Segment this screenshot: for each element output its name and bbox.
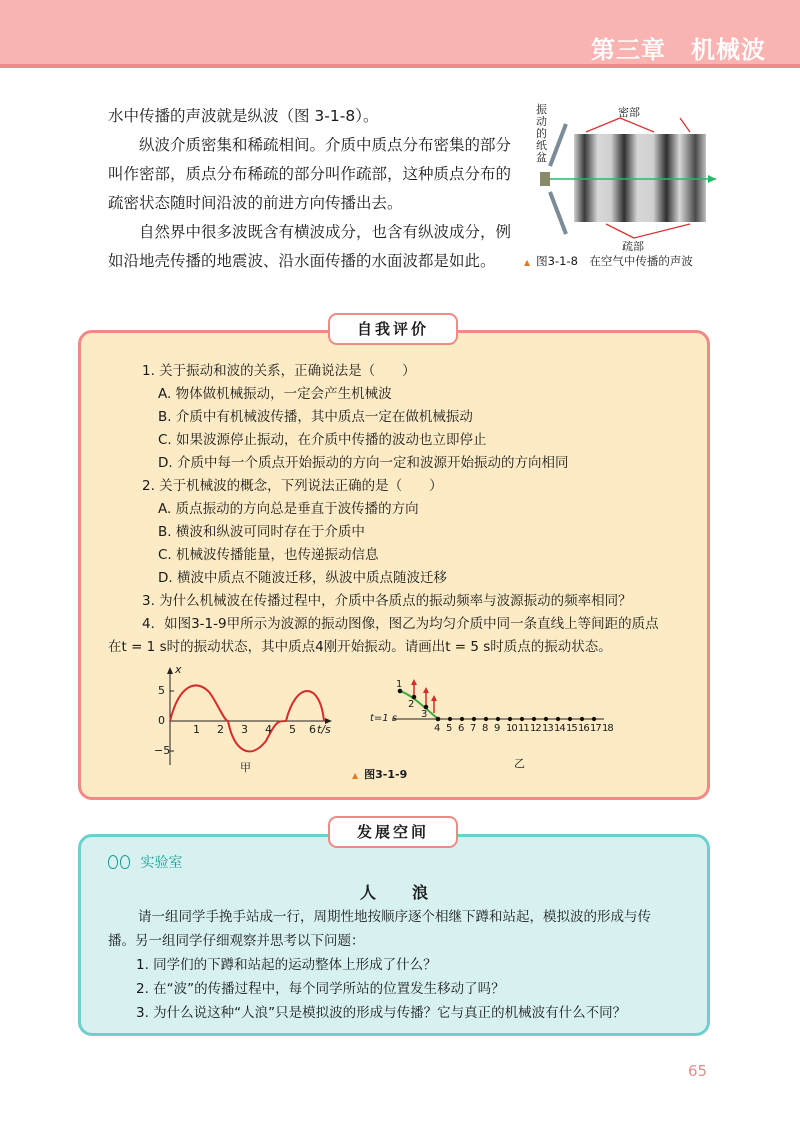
jia-label: 甲: [240, 761, 251, 774]
particle-label-18: 18: [602, 723, 613, 734]
yi-label: 乙: [514, 757, 525, 770]
particle-label-6: 6: [458, 723, 465, 734]
question-4-line-1: 4．如图3-1-9甲所示为波源的振动图像，图乙为均匀介质中同一条直线上等间距的质点: [142, 616, 659, 632]
particle-label-17: 17: [590, 723, 601, 734]
vibration-curve: [170, 685, 324, 751]
particle-label-10: 10: [506, 723, 517, 734]
question-4-line-2: 在t = 1 s时的振动状态，其中质点4刚开始振动。请画出t = 5 s时质点的振动状态。: [108, 639, 612, 655]
particle-label-1: 1: [396, 679, 403, 690]
particle-label-11: 11: [518, 723, 529, 734]
intro-paragraph-2: 纵波介质密集和稀疏相间。介质中质点分布密集的部分叫作密部，质点分布稀疏的部分叫作疏部，这种质点分布的疏密状态随时间沿波的前进方向传播出去。: [108, 136, 512, 212]
longitudinal-wave-figure: [530, 104, 720, 256]
particle-label-4: 4: [434, 723, 441, 734]
caption-triangle-icon: ▲: [524, 258, 531, 267]
jia-y-tick-5: 5: [158, 684, 165, 697]
figure-319-yi: [368, 675, 613, 775]
lab-item-2: 2. 在“波”的传播过程中，每个同学所站的位置发生移动了吗？: [136, 981, 505, 997]
particle-label-9: 9: [494, 723, 501, 734]
jia-t-axis-label: t/s: [317, 723, 331, 736]
jia-x-tick-1: 1: [193, 723, 200, 736]
wave-band-rect: [574, 134, 706, 222]
lab-item-3: 3. 为什么说这种“人浪”只是模拟波的形成与传播？它与真正的机械波有什么不同？: [136, 1005, 627, 1021]
question-2-option-b: B. 横波和纵波可同时存在于介质中: [158, 524, 365, 540]
question-1-option-a: A. 物体做机械振动，一定会产生机械波: [158, 386, 392, 402]
jia-x-tick-6: 6: [309, 723, 316, 736]
question-1: 1. 关于振动和波的关系，正确说法是（ ）: [142, 363, 416, 379]
intro-text: [108, 102, 518, 276]
particle-label-16: 16: [578, 723, 589, 734]
page-number: 65: [688, 1062, 708, 1080]
jia-y-tick-minus-5: −5: [154, 744, 171, 757]
chapter-title: 第三章 机械波: [591, 36, 766, 64]
question-2-option-a: A. 质点振动的方向总是垂直于波传播的方向: [158, 501, 419, 517]
lab-header: [108, 852, 182, 872]
particle-label-7: 7: [470, 723, 477, 734]
jia-x-tick-2: 2: [217, 723, 224, 736]
label-dense-region: 密部: [618, 106, 640, 119]
figure-318-caption: 图3-1-8 在空气中传播的声波: [536, 254, 693, 268]
particle-label-14: 14: [554, 723, 565, 734]
jia-x-tick-3: 3: [241, 723, 248, 736]
question-3: 3. 为什么机械波在传播过程中，介质中各质点的振动频率与波源振动的频率相同？: [142, 593, 632, 609]
question-1-option-b: B. 介质中有机械波传播，其中质点一定在做机械振动: [158, 409, 473, 425]
intro-paragraph-1: 水中传播的声波就是纵波（图 3-1-8）。: [108, 107, 379, 125]
intro-paragraph-3: 自然界中很多波既含有横波成分，也含有纵波成分，例如沿地壳传播的地震波、沿水面传播的水面波都是如此。: [108, 223, 512, 270]
particle-label-12: 12: [530, 723, 541, 734]
yi-time-label: t=1 s: [370, 713, 398, 724]
lab-paragraph-line-1: 请一组同学手挽手站成一行，周期性地按顺序逐个相继下蹲和站起，模拟波的形成与传: [138, 909, 651, 925]
particle-label-8: 8: [482, 723, 489, 734]
particle-label-5: 5: [446, 723, 453, 734]
self-evaluation-title: 自我评价: [328, 313, 458, 345]
flask-icon: [108, 855, 118, 869]
label-sparse-region: 疏部: [622, 240, 644, 253]
particle-label-13: 13: [542, 723, 553, 734]
jia-y-tick-0: 0: [158, 714, 165, 727]
chapter-header: [0, 0, 800, 68]
lab-item-1: 1. 同学们的下蹲和站起的运动整体上形成了什么？: [136, 957, 437, 973]
label-vibrating-cone: 振动的纸盆: [536, 103, 547, 164]
lab-paragraph-line-2: 播。另一组同学仔细观察并思考以下问题：: [108, 933, 365, 949]
question-1-option-d: D. 介质中每一个质点开始振动的方向一定和波源开始振动的方向相同: [158, 455, 569, 471]
jia-x-axis-label: x: [175, 663, 182, 676]
particle-label-3: 3: [421, 709, 428, 720]
figure-319-jia: [150, 665, 350, 777]
flask-icon: [120, 855, 130, 869]
development-title: 发展空间: [328, 816, 458, 848]
particle-label-15: 15: [566, 723, 577, 734]
question-2-option-d: D. 横波中质点不随波迁移，纵波中质点随波迁移: [158, 570, 447, 586]
jia-x-tick-4: 4: [265, 723, 272, 736]
question-2: 2. 关于机械波的概念，下列说法正确的是（ ）: [142, 478, 443, 494]
particle-labels-row: [434, 723, 614, 734]
figure-319-caption: 图3-1-9: [364, 768, 408, 781]
lab-header-label: 实验室: [140, 855, 183, 871]
jia-x-tick-5: 5: [289, 723, 296, 736]
question-1-option-c: C. 如果波源停止振动，在介质中传播的波动也立即停止: [158, 432, 487, 448]
question-2-option-c: C. 机械波传播能量，也传递振动信息: [158, 547, 379, 563]
lab-title: 人 浪: [360, 883, 439, 902]
particle-label-2: 2: [408, 699, 415, 710]
caption-triangle-icon: ▲: [352, 771, 359, 780]
